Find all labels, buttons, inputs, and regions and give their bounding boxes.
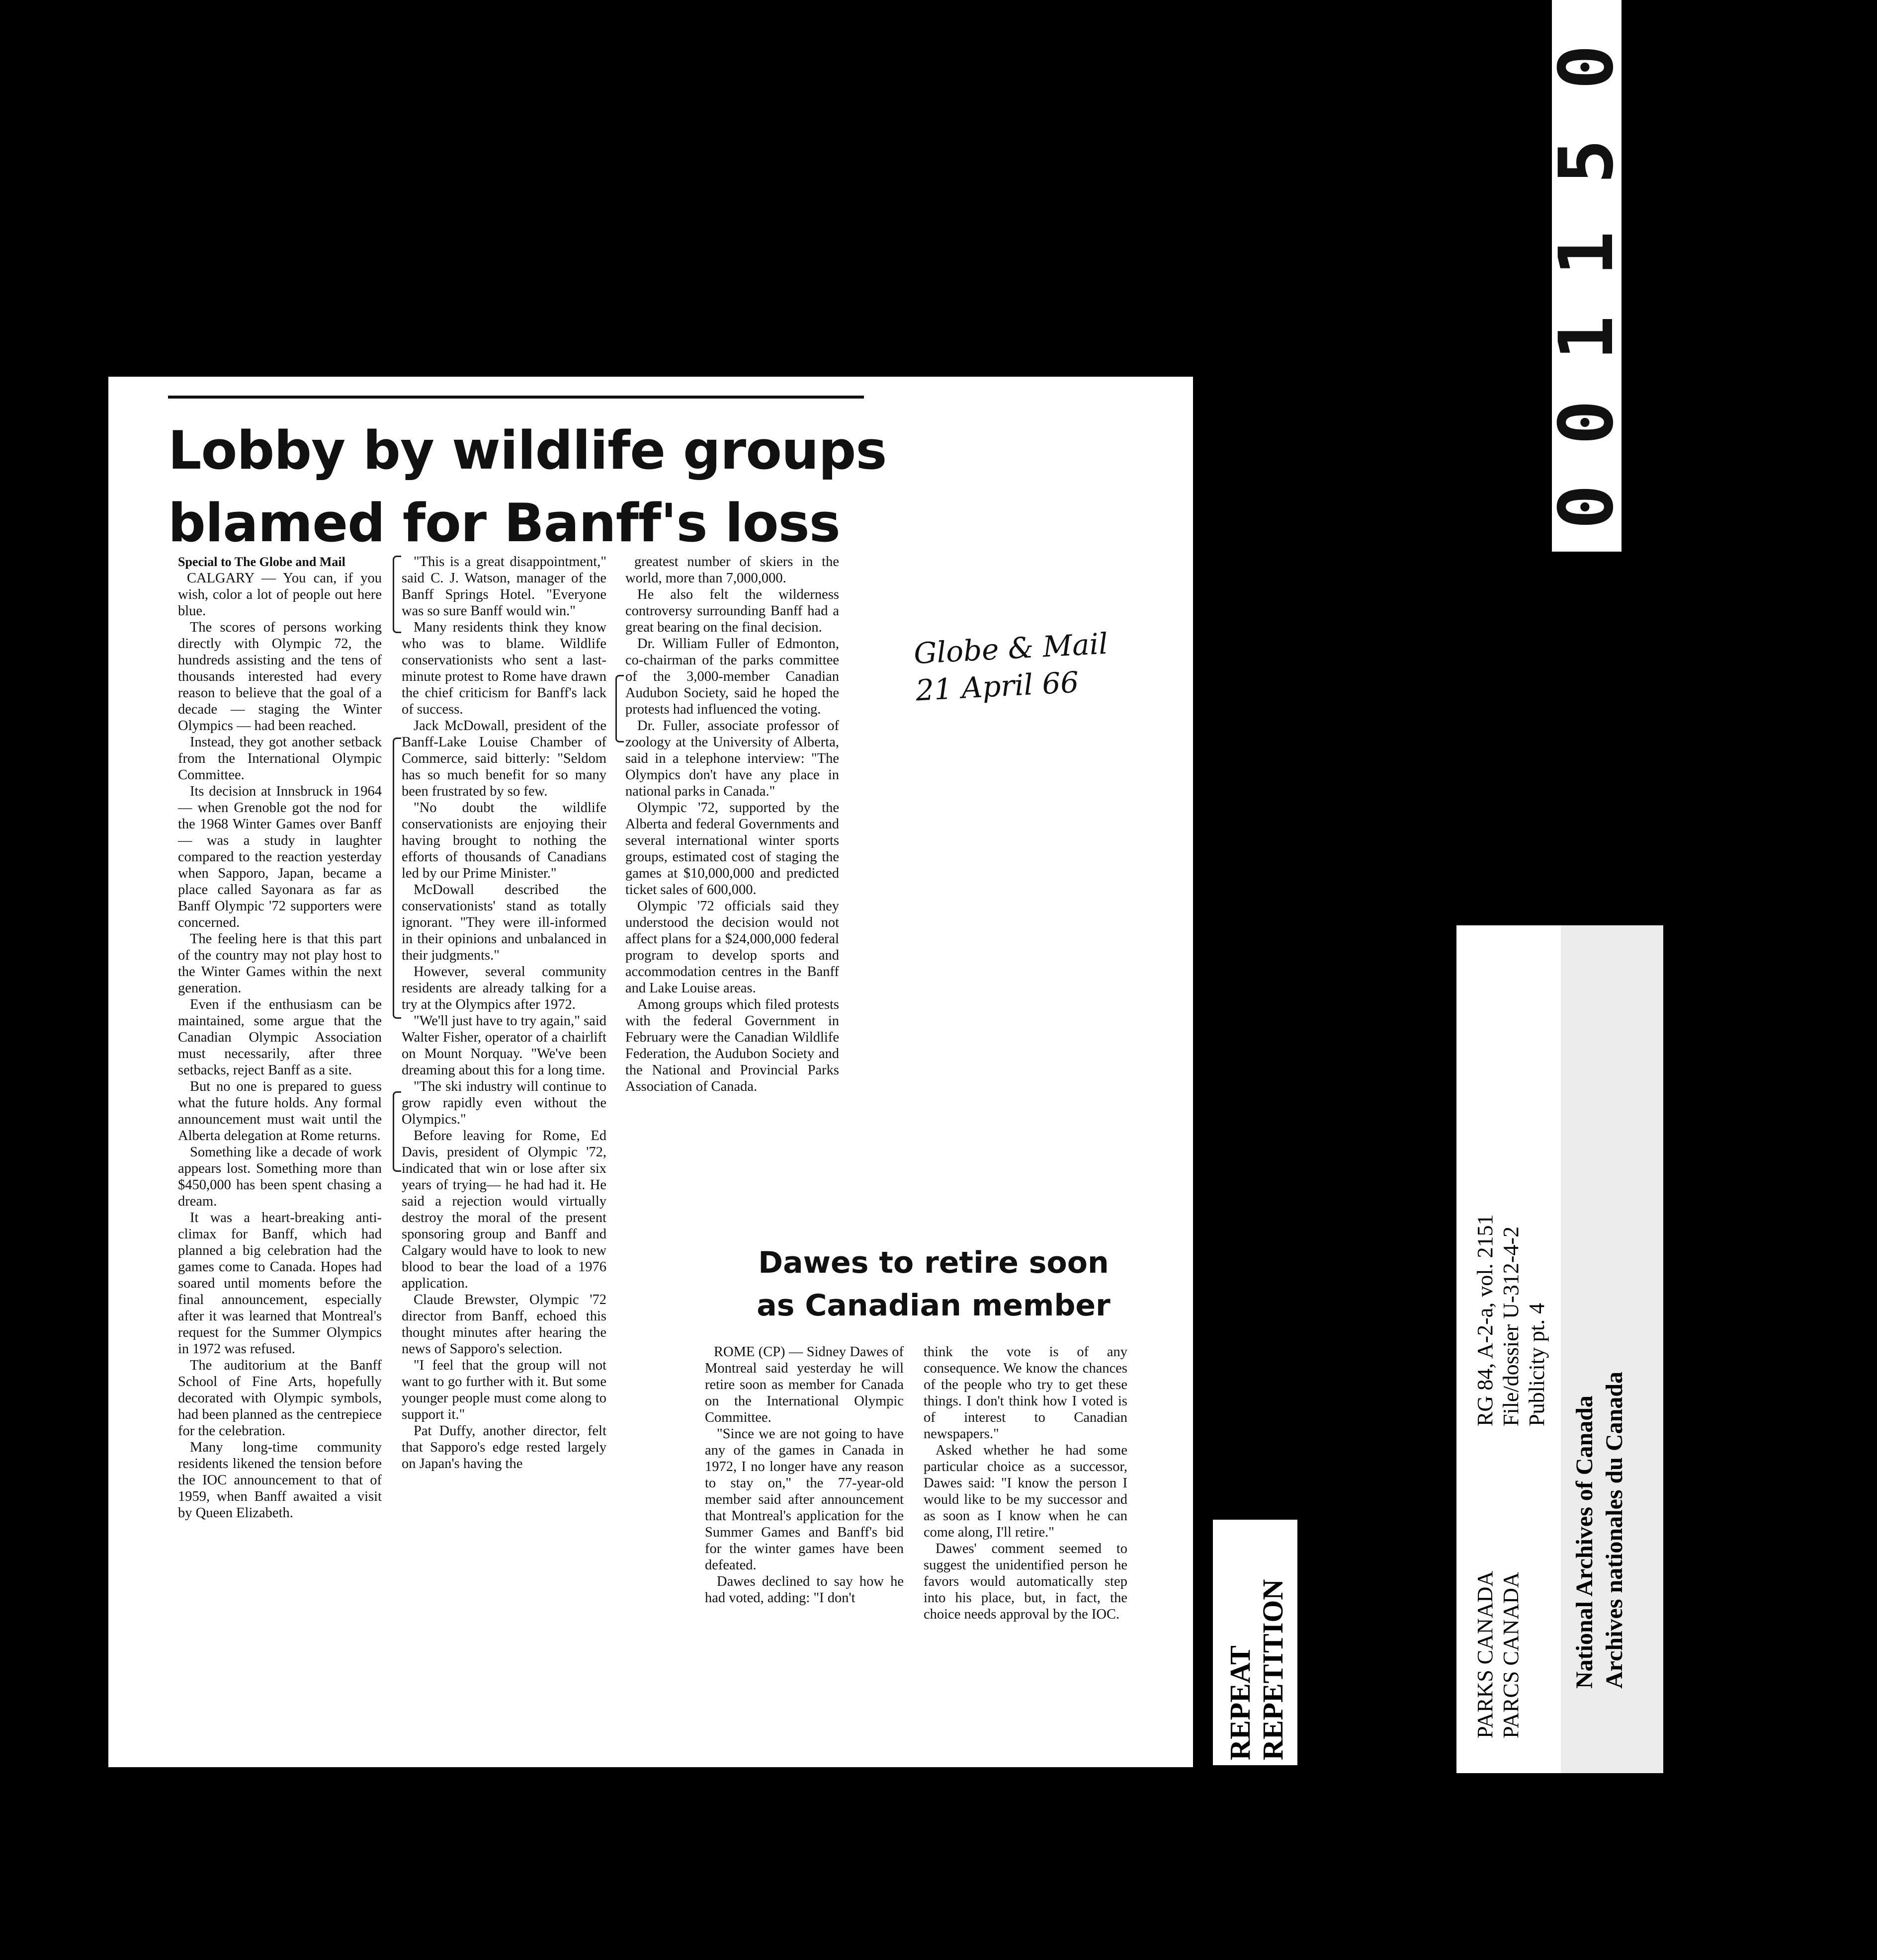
article-paragraph: The feeling here is that this part of the country may not play host to the Winter Games within the next generation. bbox=[178, 931, 382, 996]
margin-bracket bbox=[393, 556, 401, 633]
article-paragraph: Instead, they got another setback from the International Olympic Committee. bbox=[178, 735, 382, 783]
article-paragraph: "I feel that the group will not want to go further with it. But some younger people must come along to support it." bbox=[402, 1358, 606, 1422]
stamp-digit: 0 bbox=[1543, 484, 1630, 530]
article-paragraph: Olympic '72, supported by the Alberta and federal Governments and several international winter sports groups, estimated cost of staging the games at $10,000,000 and predicted ticket sales of 600,000. bbox=[625, 800, 839, 898]
stamp-digit: 1 bbox=[1543, 315, 1630, 361]
second-article-column-2 bbox=[924, 1344, 1127, 1623]
margin-bracket bbox=[393, 737, 401, 1019]
article-paragraph: The auditorium at the Banff School of Fine Arts, hopefully decorated with Olympic symbols, had been planned as the centrepiece for the celebration. bbox=[178, 1358, 382, 1439]
stamp-digit: 0 bbox=[1543, 44, 1630, 90]
article-paragraph: "No doubt the wildlife conservationists are enjoying their having brought to nothing the efforts of thousands of Canadians led by our Prime Minister." bbox=[402, 800, 606, 881]
archive-reference: RG 84, A-2-a, vol. 2151 bbox=[1473, 1214, 1497, 1426]
repetition-text: REPETITION bbox=[1257, 1579, 1289, 1760]
article-paragraph: "We'll just have to try again," said Walter Fisher, operator of a chairlift on Mount Norquay. "We've been dreaming about this for a long time. bbox=[402, 1013, 606, 1078]
article-paragraph: Pat Duffy, another director, felt that Sapporo's edge rested largely on Japan's having the bbox=[402, 1423, 606, 1471]
archive-reference-label bbox=[1456, 925, 1663, 1773]
article-paragraph: The scores of persons working directly with Olympic 72, the hundreds assisting and the tens of thousands interested had every reason to believe that the goal of a decade — staging the Winter Olympics — had been reached. bbox=[178, 620, 382, 734]
stamp-digit: 0 bbox=[1543, 400, 1630, 445]
newspaper-clipping bbox=[108, 377, 1193, 1767]
article-paragraph: Dawes declined to say how he had voted, adding: "I don't bbox=[705, 1574, 904, 1606]
article-paragraph: Among groups which filed protests with the federal Government in February were the Canadian Wildlife Federation, the Audubon Society and the National and Provincial Parks Association of Canada. bbox=[625, 997, 839, 1094]
margin-bracket bbox=[615, 675, 624, 742]
national-archives-fr: Archives nationales du Canada bbox=[1601, 1372, 1627, 1689]
parks-canada-fr: PARCS CANADA bbox=[1499, 1572, 1523, 1738]
margin-bracket bbox=[393, 1091, 401, 1172]
article-paragraph: ROME (CP) — Sidney Dawes of Montreal said yesterday he will retire soon as member for Canada on the International Olympic Committee. bbox=[705, 1344, 904, 1425]
handwritten-source-note: Globe & Mail bbox=[913, 626, 1109, 671]
article-paragraph: However, several community residents are already talking for a try at the Olympics after 1972. bbox=[402, 964, 606, 1012]
article-paragraph: Dawes' comment seemed to suggest the unidentified person he favors would automatically step into his place, but, in fact, the choice needs approval by the IOC. bbox=[924, 1541, 1127, 1622]
article-paragraph: But no one is prepared to guess what the future holds. Any formal announcement must wait until the Alberta delegation at Rome returns. bbox=[178, 1079, 382, 1143]
second-article-headline: Dawes to retire soon as Canadian member bbox=[757, 1245, 1110, 1323]
article-paragraph: greatest number of skiers in the world, more than 7,000,000. bbox=[625, 554, 839, 586]
article-paragraph: Claude Brewster, Olympic '72 director from Banff, echoed this thought minutes after hearing the news of Sapporo's selection. bbox=[402, 1292, 606, 1357]
article-paragraph: Many residents think they know who was to blame. Wildlife conservationists who sent a last-minute protest to Rome have drawn the chief criticism for Banff's lack of success. bbox=[402, 620, 606, 717]
article-paragraph: CALGARY — You can, if you wish, color a lot of people out here blue. bbox=[178, 571, 382, 619]
parks-canada-en: PARKS CANADA bbox=[1473, 1570, 1497, 1738]
article-paragraph: Its decision at Innsbruck in 1964 — when Grenoble got the nod for the 1968 Winter Games over Banff — was a study in laughter compared to the reaction yesterday when Sapporo, Japan, became a place called Sayonara as far as Banff Olympic '72 supporters were concerned. bbox=[178, 784, 382, 930]
article-column-3 bbox=[625, 554, 839, 1095]
article-paragraph: Even if the enthusiasm can be maintained, some argue that the Canadian Olympic Association must necessarily, after three setbacks, reject Banff as a site. bbox=[178, 997, 382, 1078]
article-paragraph: Asked whether he had some particular choice as a successor, Dawes said: "I know the person I would like to be my successor and as soon as I know when he can come along, I'll retire." bbox=[924, 1443, 1127, 1540]
article-paragraph: Jack McDowall, president of the Banff-Lake Louise Chamber of Commerce, said bitterly: "Seldom has so much benefit for so many been frustrated by so few. bbox=[402, 718, 606, 799]
byline: Special to The Globe and Mail bbox=[178, 555, 345, 569]
handwritten-date-note: 21 April 66 bbox=[915, 665, 1080, 708]
national-archives-en: National Archives of Canada bbox=[1571, 1395, 1598, 1689]
article-headline: Lobby by wildlife groups blamed for Banff's loss bbox=[168, 420, 887, 554]
article-paragraph: think the vote is of any consequence. We know the chances of the people who try to get these things. I don't think how I voted is of interest to Canadian newspapers." bbox=[924, 1344, 1127, 1442]
article-paragraph: Before leaving for Rome, Ed Davis, president of Olympic '72, indicated that win or lose after six years of trying— he had had it. He said a rejection would virtually destroy the moral of the present sponsoring group and Banff and Calgary would have to look to new blood to bear the load of a 1976 application. bbox=[402, 1128, 606, 1291]
stamp-digit: 1 bbox=[1543, 231, 1630, 276]
article-paragraph: "This is a great disappointment," said C. J. Watson, manager of the Banff Springs Hotel. "Everyone was so sure Banff would win." bbox=[402, 554, 606, 619]
second-article-column-1 bbox=[705, 1344, 904, 1606]
article-paragraph: It was a heart-breaking anti-climax for Banff, which had planned a big celebration had the games come to Canada. Hopes had soared until moments before the final announcement, especially after it was learned that Montreal's request for the Summer Olympics in 1972 was refused. bbox=[178, 1210, 382, 1357]
headline-rule bbox=[168, 396, 864, 399]
stamped-page-number bbox=[1543, 0, 1630, 552]
article-column-2 bbox=[402, 554, 606, 1472]
article-paragraph: "The ski industry will continue to grow rapidly even without the Olympics." bbox=[402, 1079, 606, 1127]
article-paragraph: Dr. William Fuller of Edmonton, co-chairman of the parks committee of the 3,000-member Canadian Audubon Society, said he hoped the protests had influenced the voting. bbox=[625, 636, 839, 717]
article-paragraph: Many long-time community residents likened the tension before the IOC announcement to that of 1959, when Banff awaited a visit by Queen Elizabeth. bbox=[178, 1440, 382, 1521]
article-paragraph: "Since we are not going to have any of the games in Canada in 1972, I no longer have any reason to stay on," the 77-year-old member said after announcement that Montreal's application for the Summer Games and Banff's bid for the winter games have been defeated. bbox=[705, 1426, 904, 1573]
article-paragraph: Something like a decade of work appears lost. Something more than $450,000 has been spent chasing a dream. bbox=[178, 1144, 382, 1209]
publicity-reference: Publicity pt. 4 bbox=[1525, 1303, 1549, 1426]
stamp-digit: 5 bbox=[1543, 139, 1630, 184]
article-column-1 bbox=[178, 554, 382, 1521]
article-paragraph: Dr. Fuller, associate professor of zoology at the University of Alberta, said in a telephone interview: "The Olympics don't have any place in national parks in Canada." bbox=[625, 718, 839, 799]
file-reference: File/dossier U-312-4-2 bbox=[1499, 1226, 1523, 1426]
article-paragraph: Olympic '72 officials said they understood the decision would not affect plans for a $24,000,000 federal program to develop sports and accommodation centres in the Banff and Lake Louise areas. bbox=[625, 898, 839, 996]
article-paragraph: McDowall described the conservationists' stand as totally ignorant. "They were ill-informed in their opinions and unbalanced in their judgments." bbox=[402, 882, 606, 963]
article-paragraph: He also felt the wilderness controversy surrounding Banff had a great bearing on the final decision. bbox=[625, 587, 839, 635]
repeat-text: REPEAT bbox=[1224, 1645, 1256, 1760]
repeat-label bbox=[1213, 1520, 1297, 1765]
